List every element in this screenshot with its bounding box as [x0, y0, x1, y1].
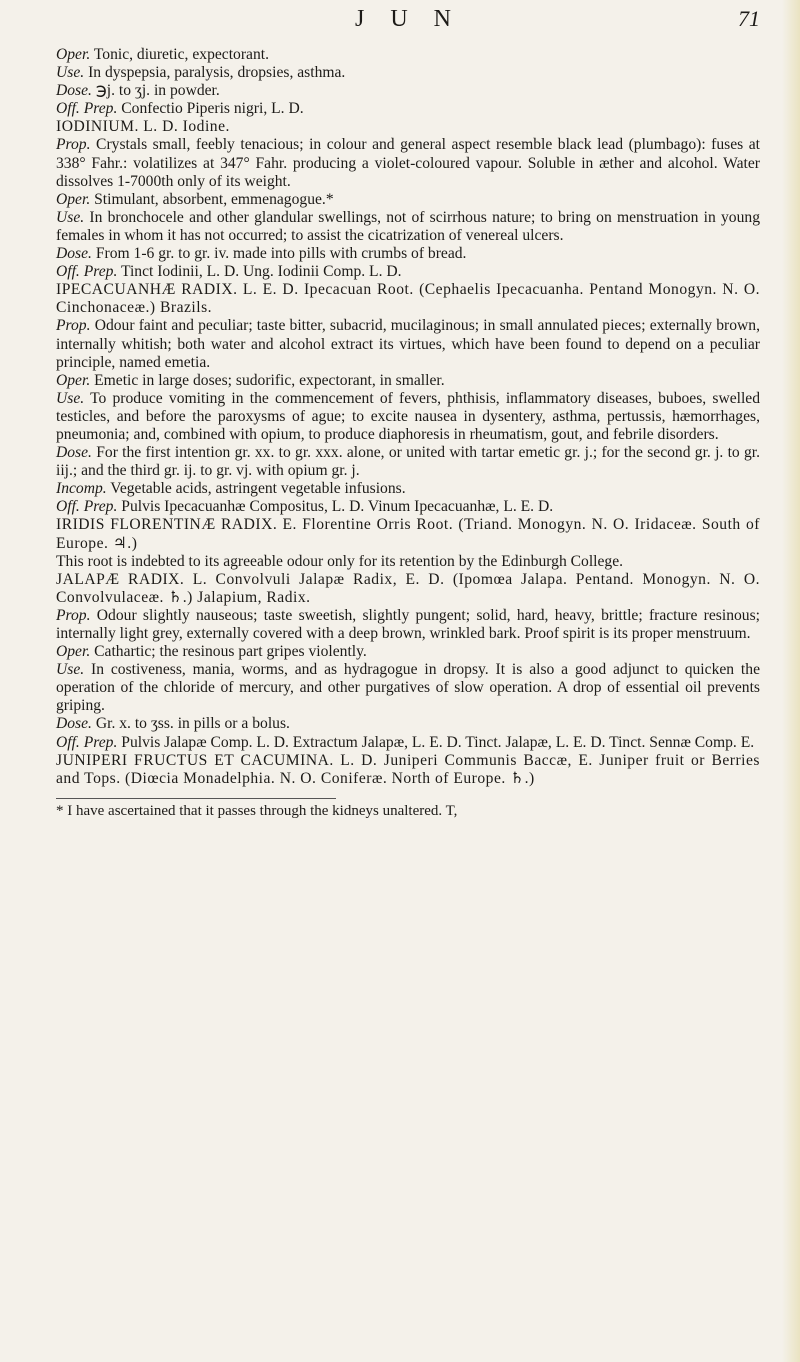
- entry-label: Use.: [56, 389, 85, 407]
- drug-heading: [56, 516, 760, 552]
- running-title: J U N: [354, 6, 461, 32]
- entry-label: Off. Prep.: [56, 263, 118, 281]
- entry-text: Pulvis Ipecacuanhæ Compositus, L. D. Vinum Ipecacuanhæ, L. E. D.: [121, 498, 554, 516]
- entry-text: Cathartic; the resinous part gripes violently.: [94, 643, 367, 661]
- entry-label: Off. Prep.: [56, 498, 118, 516]
- entry: [56, 209, 760, 245]
- entry-label: Prop.: [56, 136, 91, 154]
- entry-text: Crystals small, feebly tenacious; in colour and general aspect resemble black lead (plumbago): fuses at 338° Fahr.: volatilizes at 347° Fahr. producing a violet-coloured vapour. Soluble in æther and alcohol. Water dissolves 1-7000th only of its weight.: [56, 136, 761, 190]
- entry: [56, 643, 760, 661]
- entry-label: Use.: [56, 64, 85, 82]
- entry: [56, 136, 760, 190]
- entry-text: This root is indebted to its agreeable odour only for its retention by the Edinburgh College.: [56, 552, 624, 570]
- entry-label: Prop.: [56, 317, 91, 335]
- entry: [56, 100, 760, 118]
- running-head: [56, 6, 760, 46]
- entry-text: Gr. x. to ʒss. in pills or a bolus.: [95, 715, 290, 733]
- entry-label: Dose.: [56, 82, 92, 100]
- drug-heading: [56, 752, 760, 788]
- entry-label: Off. Prep.: [56, 100, 118, 118]
- entry-label: Use.: [56, 661, 85, 679]
- page-number: 71: [737, 6, 760, 31]
- entry-text: ℈j. to ʒj. in powder.: [95, 82, 220, 100]
- entry-text: IPECACUANHÆ RADIX. L. E. D. Ipecacuan Root. (Cephaelis Ipecacuanha. Pentand Monogyn. N. O. Cinchonaceæ.) Brazils.: [56, 281, 760, 317]
- entry-text: Tinct Iodinii, L. D. Ung. Iodinii Comp. L. D.: [120, 263, 402, 281]
- entry-label: Off. Prep.: [56, 733, 118, 751]
- entry: [56, 390, 760, 444]
- entry-text: In dyspepsia, paralysis, dropsies, asthma.: [88, 64, 346, 82]
- entry: [56, 82, 760, 100]
- entry: [56, 734, 760, 752]
- entry-label: Prop.: [56, 606, 91, 624]
- entry-text: In costiveness, mania, worms, and as hydragogue in dropsy. It is also a good adjunct to quicken the operation of the chloride of mercury, and other purgatives of slow operation. A drop of essential oil prevents griping.: [56, 661, 760, 715]
- entry: [56, 498, 760, 516]
- footnote: * I have ascertained that it passes through the kidneys unaltered. T,: [56, 802, 458, 819]
- drug-heading: [56, 118, 760, 136]
- footnote-rule: [56, 798, 336, 799]
- entry-text: JUNIPERI FRUCTUS ET CACUMINA. L. D. Juniperi Communis Baccæ, E. Juniper fruit or Berries and Tops. (Diœcia Monadelphia. N. O. Coniferæ. North of Europe. ♄.): [56, 751, 760, 787]
- entries: [56, 46, 760, 788]
- entry-text: Odour slightly nauseous; taste sweetish, slightly pungent; solid, hard, heavy, brittle; fracture resinous; internally light grey, externally covered with a deep brown, wrinkled bark. Proof spirit is its proper menstruum.: [56, 606, 760, 642]
- entry-label: Use.: [56, 208, 85, 226]
- entry-label: Dose.: [56, 245, 92, 263]
- entry-text: Vegetable acids, astringent vegetable infusions.: [110, 480, 406, 498]
- page-edge-shadow: [782, 0, 800, 1362]
- entry: [56, 263, 760, 281]
- entry-label: Oper.: [56, 371, 91, 389]
- entry-label: Oper.: [56, 190, 91, 208]
- entry-text: From 1-6 gr. to gr. iv. made into pills with crumbs of bread.: [95, 245, 467, 263]
- entry: [56, 715, 760, 733]
- entry-text: JALAPÆ RADIX. L. Convolvuli Jalapæ Radix, E. D. (Ipomœa Jalapa. Pentand. Monogyn. N. O. Convolvulaceæ. ♄.) Jalapium, Radix.: [56, 570, 760, 606]
- entry-label: Incomp.: [56, 480, 107, 498]
- entry-text: For the first intention gr. xx. to gr. xxx. alone, or united with tartar emetic gr. j.; for the second gr. j. to gr. iij.; and the third gr. ij. to gr. vj. with opium gr. j.: [56, 444, 761, 480]
- entry: [56, 444, 760, 480]
- entry-text: IRIDIS FLORENTINÆ RADIX. E. Florentine Orris Root. (Triand. Monogyn. N. O. Iridaceæ. South of Europe. ♃.): [56, 516, 760, 552]
- entry-text: Odour faint and peculiar; taste bitter, subacrid, mucilaginous; in small annulated pieces; externally brown, internally whitish; both water and alcohol extract its virtues, which have been found to depend on a peculiar principle, named emetia.: [56, 317, 760, 371]
- drug-heading: [56, 281, 760, 317]
- entry: [56, 607, 760, 643]
- entry: [56, 46, 760, 64]
- entry-text: In bronchocele and other glandular swellings, not of scirrhous nature; to bring on menstruation in young females in whom it has not occurred; to assist the cicatrization of venereal ulcers.: [56, 208, 760, 244]
- entry-label: Oper.: [56, 643, 91, 661]
- entry-text: Emetic in large doses; sudorific, expectorant, in smaller.: [94, 371, 445, 389]
- entry-text: Pulvis Jalapæ Comp. L. D. Extractum Jalapæ, L. E. D. Tinct. Jalapæ, L. E. D. Tinct. Sennæ Comp. E.: [121, 733, 755, 751]
- entry-label: Oper.: [56, 46, 91, 63]
- entry: [56, 661, 760, 715]
- entry: [56, 64, 760, 82]
- entry-label: Dose.: [56, 444, 92, 462]
- entry-text: To produce vomiting in the commencement of fevers, phthisis, inflammatory diseases, buboes, swelled testicles, and before the paroxysms of ague; to excite nausea in dysentery, asthma, pertussis, hæmorrhages, pneumonia; and, combined with opium, to produce diaphoresis in rheumatism, gout, and febrile disorders.: [56, 389, 761, 443]
- entry: [56, 245, 760, 263]
- entry-text: Stimulant, absorbent, emmenagogue.*: [94, 190, 334, 208]
- entry: [56, 480, 760, 498]
- entry-text: Tonic, diuretic, expectorant.: [93, 46, 269, 63]
- entry: [56, 191, 760, 209]
- entry: [56, 553, 760, 571]
- drug-heading: [56, 571, 760, 607]
- entry: [56, 372, 760, 390]
- entry-label: Dose.: [56, 715, 92, 733]
- entry-text: Confectio Piperis nigri, L. D.: [121, 100, 304, 118]
- entry-text: IODINIUM. L. D. Iodine.: [56, 118, 230, 136]
- entry: [56, 317, 760, 371]
